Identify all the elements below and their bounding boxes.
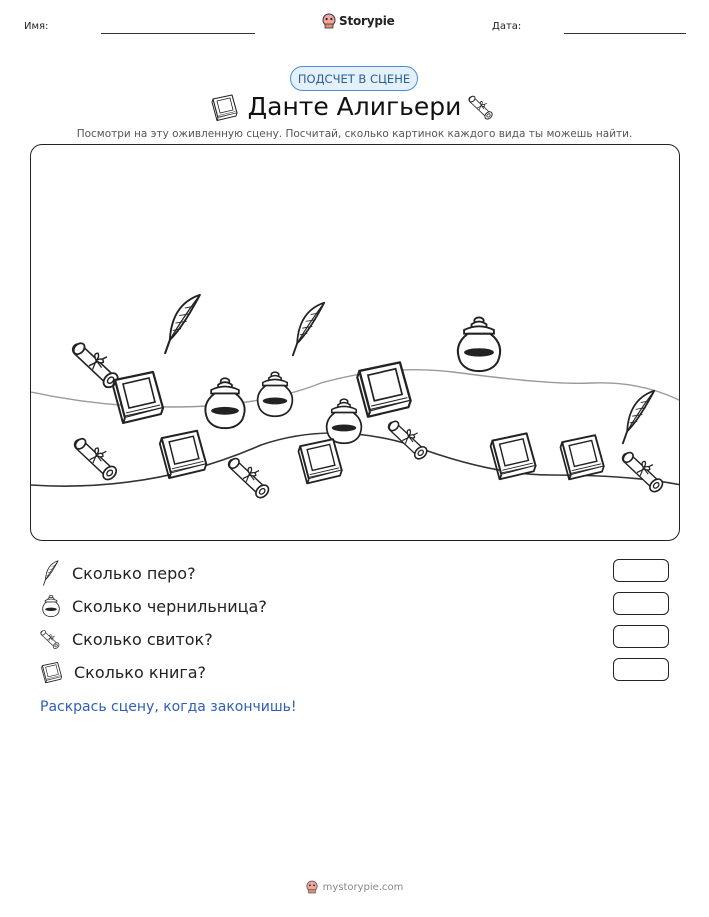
question-text: Сколько свиток? xyxy=(72,629,213,649)
question-text: Сколько чернильница? xyxy=(72,596,267,616)
inkwell-item xyxy=(458,317,500,371)
question-text: Сколько перо? xyxy=(72,563,196,583)
book-item xyxy=(357,362,410,416)
storypie-mascot-icon xyxy=(322,13,336,29)
quill-item xyxy=(623,391,654,444)
inkwell-item xyxy=(205,378,244,428)
storypie-logo xyxy=(322,13,395,29)
name-label: Имя: xyxy=(24,21,49,32)
instructions-text: Посмотри на эту оживленную сцену. Посчитай, сколько картинок каждого вида ты можешь найти. xyxy=(76,128,633,140)
date-line[interactable] xyxy=(564,33,686,34)
book-item xyxy=(113,372,163,423)
question-scroll xyxy=(40,626,213,652)
logo-text: Storypie xyxy=(339,14,395,28)
answer-box-scroll[interactable] xyxy=(613,625,669,648)
inkwell-icon xyxy=(40,594,62,618)
book-item xyxy=(298,439,341,483)
scroll-item xyxy=(73,437,118,482)
answer-box-book[interactable] xyxy=(613,658,669,681)
book-icon xyxy=(40,660,64,684)
book-item xyxy=(560,435,603,479)
question-text: Сколько книга? xyxy=(74,662,207,682)
inkwell-item xyxy=(258,372,293,416)
footer-url[interactable]: mystorypie.com xyxy=(322,881,404,893)
storypie-mascot-icon xyxy=(306,880,318,894)
book-item xyxy=(491,433,536,479)
question-quill xyxy=(40,560,196,586)
footer xyxy=(0,880,709,894)
activity-badge: ПОДСЧЕТ В СЦЕНЕ xyxy=(290,66,418,91)
color-instruction: Раскрась сцену, когда закончишь! xyxy=(40,699,297,715)
question-inkwell xyxy=(40,593,267,619)
quill-item xyxy=(293,303,324,356)
page-title: Данте Алигьери xyxy=(247,92,462,121)
question-book xyxy=(40,659,206,685)
scroll-item xyxy=(621,451,665,495)
scroll-icon xyxy=(468,92,496,122)
book-item xyxy=(160,431,206,478)
scene-drawing xyxy=(31,145,680,541)
inkwell-item xyxy=(327,399,362,443)
answer-box-quill[interactable] xyxy=(613,559,669,582)
scroll-item xyxy=(227,457,271,501)
name-line[interactable] xyxy=(101,33,255,34)
quill-icon xyxy=(40,560,62,586)
scroll-icon xyxy=(40,627,62,651)
date-label: Дата: xyxy=(492,21,522,32)
counting-scene xyxy=(30,144,680,541)
quill-item xyxy=(165,295,200,353)
answer-box-inkwell[interactable] xyxy=(613,592,669,615)
